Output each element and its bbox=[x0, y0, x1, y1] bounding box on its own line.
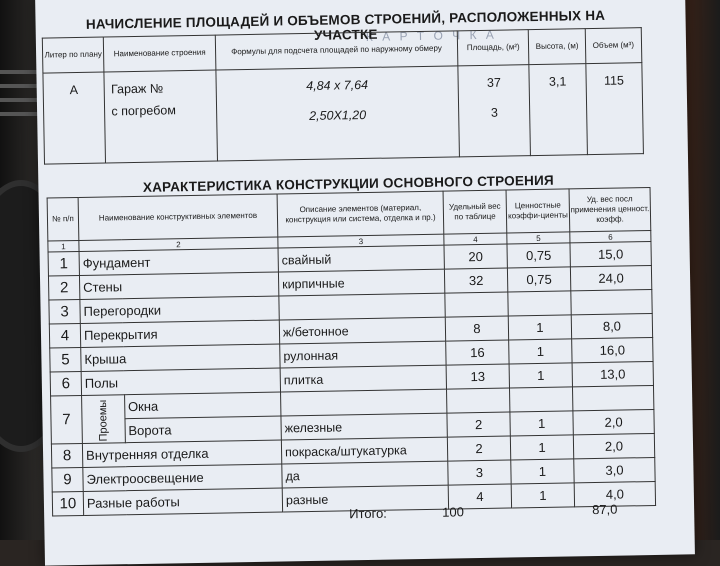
total-weight: 100 bbox=[442, 504, 464, 520]
element-coef: 0,75 bbox=[507, 267, 570, 292]
element-name: Электроосвещение bbox=[83, 464, 282, 491]
element-desc: да bbox=[282, 461, 448, 488]
element-coef: 1 bbox=[508, 315, 571, 340]
element-name: Окна bbox=[124, 392, 281, 419]
element-weight bbox=[447, 388, 510, 413]
element-coef bbox=[508, 291, 571, 316]
header-result: Уд. вес посл применения ценност. коэфф. bbox=[569, 188, 651, 232]
col-number: 2 bbox=[79, 237, 278, 251]
element-coef: 1 bbox=[510, 411, 573, 436]
section2-title: ХАРАКТЕРИСТИКА КОНСТРУКЦИИ ОСНОВНОГО СТРОЕНИЯ bbox=[142, 172, 554, 195]
area-cell bbox=[458, 65, 531, 157]
element-name: Полы bbox=[81, 368, 280, 395]
header-element: Наименование конструктивных элементов bbox=[78, 194, 278, 240]
height-cell: 3,1 bbox=[529, 64, 587, 156]
element-weight: 13 bbox=[446, 364, 509, 389]
openings-group-label: Проемы bbox=[97, 399, 110, 442]
element-coef bbox=[509, 387, 572, 412]
element-coef: 1 bbox=[510, 435, 573, 460]
construction-table bbox=[47, 187, 656, 516]
element-name: Разные работы bbox=[83, 488, 282, 515]
total-result: 87,0 bbox=[591, 501, 618, 518]
element-desc: ж/бетонное bbox=[279, 317, 445, 344]
element-desc: покраска/штукатурка bbox=[281, 437, 447, 464]
liter-cell: А bbox=[43, 72, 106, 164]
element-desc bbox=[279, 293, 445, 320]
section1-title: НАЧИСЛЕНИЕ ПЛОЩАДЕЙ И ОБЪЕМОВ СТРОЕНИЙ, РАСПОЛОЖЕННЫХ НА УЧАСТКЕ bbox=[85, 7, 606, 43]
element-weight: 3 bbox=[448, 460, 511, 485]
header-name: Наименование строения bbox=[104, 35, 216, 72]
row-num: 9 bbox=[52, 467, 83, 492]
document-sheet bbox=[35, 0, 695, 566]
element-name: Ворота bbox=[125, 416, 282, 443]
element-result bbox=[572, 385, 653, 410]
col-number: 5 bbox=[507, 232, 570, 244]
row-num: 7 bbox=[51, 395, 83, 444]
header-weight: Удельный вес по таблице bbox=[443, 190, 507, 234]
element-name: Внутренняя отделка bbox=[82, 440, 281, 467]
element-weight: 2 bbox=[447, 436, 510, 461]
element-weight: 4 bbox=[448, 484, 511, 509]
element-weight: 16 bbox=[446, 340, 509, 365]
element-weight: 2 bbox=[447, 412, 510, 437]
element-weight: 8 bbox=[445, 316, 508, 341]
element-desc: железные bbox=[281, 413, 447, 440]
element-result: 3,0 bbox=[574, 457, 655, 482]
row-num: 1 bbox=[48, 251, 79, 276]
row-num: 10 bbox=[52, 491, 83, 516]
element-coef: 0,75 bbox=[507, 243, 570, 268]
header-coef: Ценностные коэффи-циенты bbox=[506, 189, 570, 233]
element-desc: разные bbox=[282, 485, 448, 512]
element-coef: 1 bbox=[509, 363, 572, 388]
total-label: Итого: bbox=[349, 505, 387, 522]
element-desc: кирпичные bbox=[278, 269, 444, 296]
element-result: 16,0 bbox=[572, 337, 653, 362]
element-name: Фундамент bbox=[79, 248, 278, 275]
col-number: 1 bbox=[48, 240, 79, 252]
openings-group-cell bbox=[82, 395, 126, 444]
element-result: 13,0 bbox=[572, 361, 653, 386]
row-num: 3 bbox=[49, 299, 80, 324]
col-number: 6 bbox=[570, 231, 651, 243]
element-coef: 1 bbox=[509, 339, 572, 364]
element-result: 8,0 bbox=[571, 313, 652, 338]
element-name: Перекрытия bbox=[80, 320, 279, 347]
volume-cell: 115 bbox=[586, 63, 644, 155]
element-result: 2,0 bbox=[573, 409, 654, 434]
header-liter: Литер по плану bbox=[42, 37, 104, 73]
row-num: 4 bbox=[49, 323, 80, 348]
element-weight bbox=[445, 292, 508, 317]
table-row bbox=[43, 63, 643, 164]
header-num: № п/п bbox=[47, 197, 79, 241]
element-result: 24,0 bbox=[570, 266, 651, 291]
formula-2: 2,50Х1,20 bbox=[309, 107, 367, 123]
row-num: 8 bbox=[51, 443, 82, 468]
element-weight: 32 bbox=[444, 268, 507, 293]
row-num: 6 bbox=[50, 371, 81, 396]
col-number: 3 bbox=[278, 234, 444, 248]
element-name: Крыша bbox=[81, 344, 280, 371]
element-weight: 20 bbox=[444, 244, 507, 269]
header-area: Площадь, (м²) bbox=[457, 30, 529, 66]
row-num: 5 bbox=[50, 347, 81, 372]
header-formula: Формулы для подсчета площадей по наружному обмеру bbox=[215, 31, 458, 70]
element-result: 15,0 bbox=[570, 242, 651, 267]
header-height: Высота, (м) bbox=[529, 29, 586, 65]
building-name: Гараж № bbox=[110, 81, 164, 97]
element-result: 4,0 bbox=[574, 481, 655, 506]
header-desc: Описание элементов (материал, конструкция или система, отделка и пр.) bbox=[277, 191, 444, 237]
element-desc: плитка bbox=[280, 365, 446, 392]
element-coef: 1 bbox=[511, 483, 574, 508]
element-result: 2,0 bbox=[573, 433, 654, 458]
col-number: 4 bbox=[444, 233, 507, 245]
area-1: 37 bbox=[486, 75, 501, 90]
areas-table bbox=[42, 27, 644, 164]
element-desc: свайный bbox=[278, 245, 444, 272]
element-result bbox=[571, 289, 652, 314]
formula-cell bbox=[216, 66, 460, 161]
element-name: Перегородки bbox=[80, 296, 279, 323]
element-desc bbox=[281, 389, 447, 416]
building-name-2: с погребом bbox=[111, 103, 176, 119]
element-desc: рулонная bbox=[280, 341, 446, 368]
area-2: 3 bbox=[490, 105, 498, 120]
element-coef: 1 bbox=[511, 459, 574, 484]
element-name: Стены bbox=[79, 272, 278, 299]
building-name-cell bbox=[104, 70, 217, 163]
header-volume: Объем (м³) bbox=[585, 28, 642, 64]
row-num: 2 bbox=[48, 275, 79, 300]
formula-1: 4,84 х 7,64 bbox=[306, 77, 369, 93]
watermark: К А Р Т О Ч К А bbox=[365, 27, 497, 44]
